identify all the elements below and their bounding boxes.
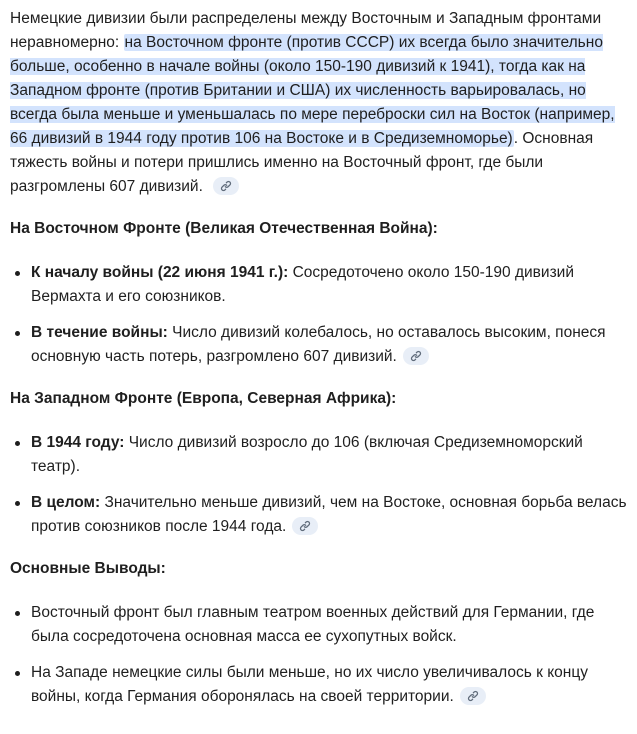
link-icon <box>299 520 311 532</box>
list-item-text: На Западе немецкие силы были меньше, но их число увеличивалось к концу войны, когда Германия оборонялась на своей территории. <box>31 664 588 705</box>
list-item-lead: К началу войны (22 июня 1941 г.): <box>31 264 289 281</box>
link-icon <box>467 690 479 702</box>
list-item-lead: В течение войны: <box>31 324 168 341</box>
list-item <box>10 491 630 539</box>
list-east <box>10 261 630 369</box>
intro-paragraph <box>10 7 630 199</box>
list-item-lead: В целом: <box>31 494 101 511</box>
list-item <box>10 601 630 649</box>
list-item-text: Число дивизий колебалось, но оставалось высоким, понеся основную часть потерь, разгромлено 607 дивизий. <box>31 324 606 365</box>
list-item-lead: В 1944 году: <box>31 434 125 451</box>
intro-text-end: . Основная тяжесть войны и потери пришлись именно на Восточный фронт, где были разгромлены 607 дивизий. <box>10 130 594 195</box>
section-heading-conclusions: Основные Выводы: <box>10 560 166 577</box>
source-link-button[interactable] <box>460 687 486 705</box>
source-link-button[interactable] <box>213 177 239 195</box>
intro-text: Немецкие дивизии были распределены между Восточным и Западным фронтами неравномерно: <box>10 10 602 51</box>
link-icon <box>220 180 232 192</box>
list-item-text: Значительно меньше дивизий, чем на Востоке, основная борьба велась против союзников после 1944 года. <box>31 494 627 535</box>
list-west <box>10 431 630 539</box>
highlighted-text[interactable]: на Восточном фронте (против СССР) их всегда было значительно больше, особенно в начале войны (около 150-190 дивизий к 1941), тогда как на Западном фронте (против Британии и США) их численность варьировалась, но всегда была меньше и уменьшалась по мере переброски сил на Восток (например, 66 дивизий в 1944 году против 106 на Востоке и в Средиземноморье) <box>10 34 615 147</box>
section-heading-west: На Западном Фронте (Европа, Северная Африка): <box>10 390 397 407</box>
list-item <box>10 661 630 709</box>
list-item-text: Сосредоточено около 150-190 дивизий Вермахта и его союзников. <box>31 264 574 305</box>
list-item <box>10 321 630 369</box>
section-heading-east: На Восточном Фронте (Великая Отечественная Война): <box>10 220 438 237</box>
list-item <box>10 261 630 309</box>
link-icon <box>410 350 422 362</box>
source-link-button[interactable] <box>403 347 429 365</box>
list-conclusions <box>10 601 630 709</box>
list-item-text: Восточный фронт был главным театром военных действий для Германии, где была сосредоточена основная масса ее сухопутных войск. <box>31 604 595 645</box>
list-item <box>10 431 630 479</box>
list-item-text: Число дивизий возросло до 106 (включая Средиземноморский театр). <box>31 434 583 475</box>
source-link-button[interactable] <box>292 517 318 535</box>
